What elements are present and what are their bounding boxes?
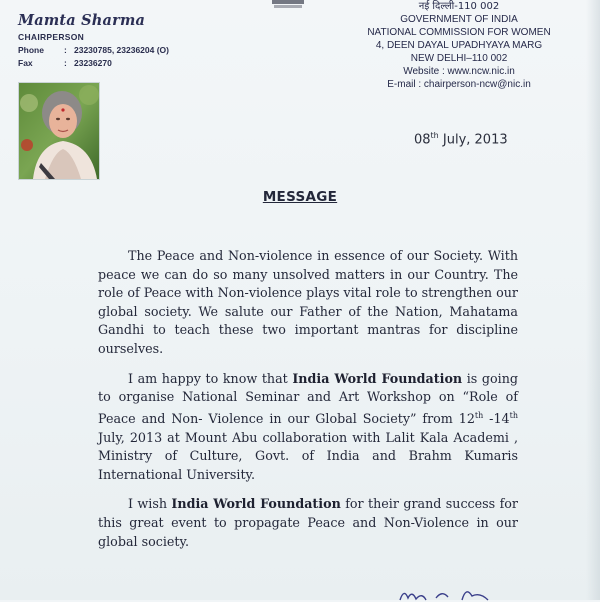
signature-mark xyxy=(396,582,506,602)
fax-value: 23236270 xyxy=(74,58,112,68)
date-day-suffix: th xyxy=(430,131,439,140)
paragraph-3-part-b: for their grand success for this great event to propagate Peace and Non-Violence in our global society. xyxy=(98,496,518,549)
date-rest: July, 2013 xyxy=(438,132,508,148)
paragraph-1: The Peace and Non-violence in essence of our Society. With peace we can do so many unsolved matters in our Country. The role of Peace with Non-violence plays vital role to strengthen our global society. We salute our Father of the Nation, Mahatama Gandhi to teach these two important mantras for discipline ourselves. xyxy=(98,248,518,356)
org-line-4: NEW DELHI–110 002 xyxy=(410,53,508,64)
phone-label: Phone xyxy=(18,45,44,55)
page-edge-shadow xyxy=(586,0,600,600)
fax-separator: : xyxy=(64,58,67,68)
paragraph-3-part-a: I wish xyxy=(128,496,172,512)
paragraph-2-part-a: I am happy to know that xyxy=(128,370,293,386)
org-line-2: NATIONAL COMMISSION FOR WOMEN xyxy=(367,27,551,38)
paragraph-3-org-name: India World Foundation xyxy=(171,496,341,512)
paragraph-2-sup-1: th xyxy=(474,410,484,420)
chairperson-photo xyxy=(18,82,100,180)
date-day: 08 xyxy=(414,132,431,148)
letter-date xyxy=(414,131,508,147)
org-website: Website : www.ncw.nic.in xyxy=(403,66,515,77)
sender-block xyxy=(18,12,169,68)
hindi-address-line: नई दिल्ली-110 002 xyxy=(418,1,500,12)
message-heading: MESSAGE xyxy=(262,189,338,205)
paragraph-2-org-name: India World Foundation xyxy=(292,370,463,386)
paragraph-3 xyxy=(98,495,518,551)
phone-row xyxy=(18,45,169,55)
paragraph-2-part-b: is going to organise National Seminar and Art Workshop on “Role of Peace and Non- Violence in our Global Society” from 12 xyxy=(98,370,518,426)
organization-header xyxy=(350,0,568,91)
paragraph-2-part-d: July, 2013 at Mount Abu collaboration with Lalit Kala Academi , Ministry of Culture, Govt. of India and Brahm Kumaris International University. xyxy=(98,429,518,482)
sender-title: CHAIRPERSON xyxy=(18,32,85,42)
sender-name: Mamta Sharma xyxy=(18,12,146,29)
paragraph-2-sup-2: th xyxy=(509,410,518,420)
phone-separator: : xyxy=(64,45,67,55)
paragraph-2-part-c: -14 xyxy=(483,410,510,426)
state-emblem-icon xyxy=(270,0,306,9)
paragraph-2 xyxy=(98,370,518,485)
fax-row xyxy=(18,58,169,68)
org-line-3: 4, DEEN DAYAL UPADHYAYA MARG xyxy=(375,40,543,51)
message-body xyxy=(98,247,518,562)
phone-value: 23230785, 23236204 (O) xyxy=(74,45,169,55)
fax-label: Fax xyxy=(18,58,33,68)
org-email: E-mail : chairperson-ncw@nic.in xyxy=(387,79,531,90)
org-line-1: GOVERNMENT OF INDIA xyxy=(400,14,518,25)
